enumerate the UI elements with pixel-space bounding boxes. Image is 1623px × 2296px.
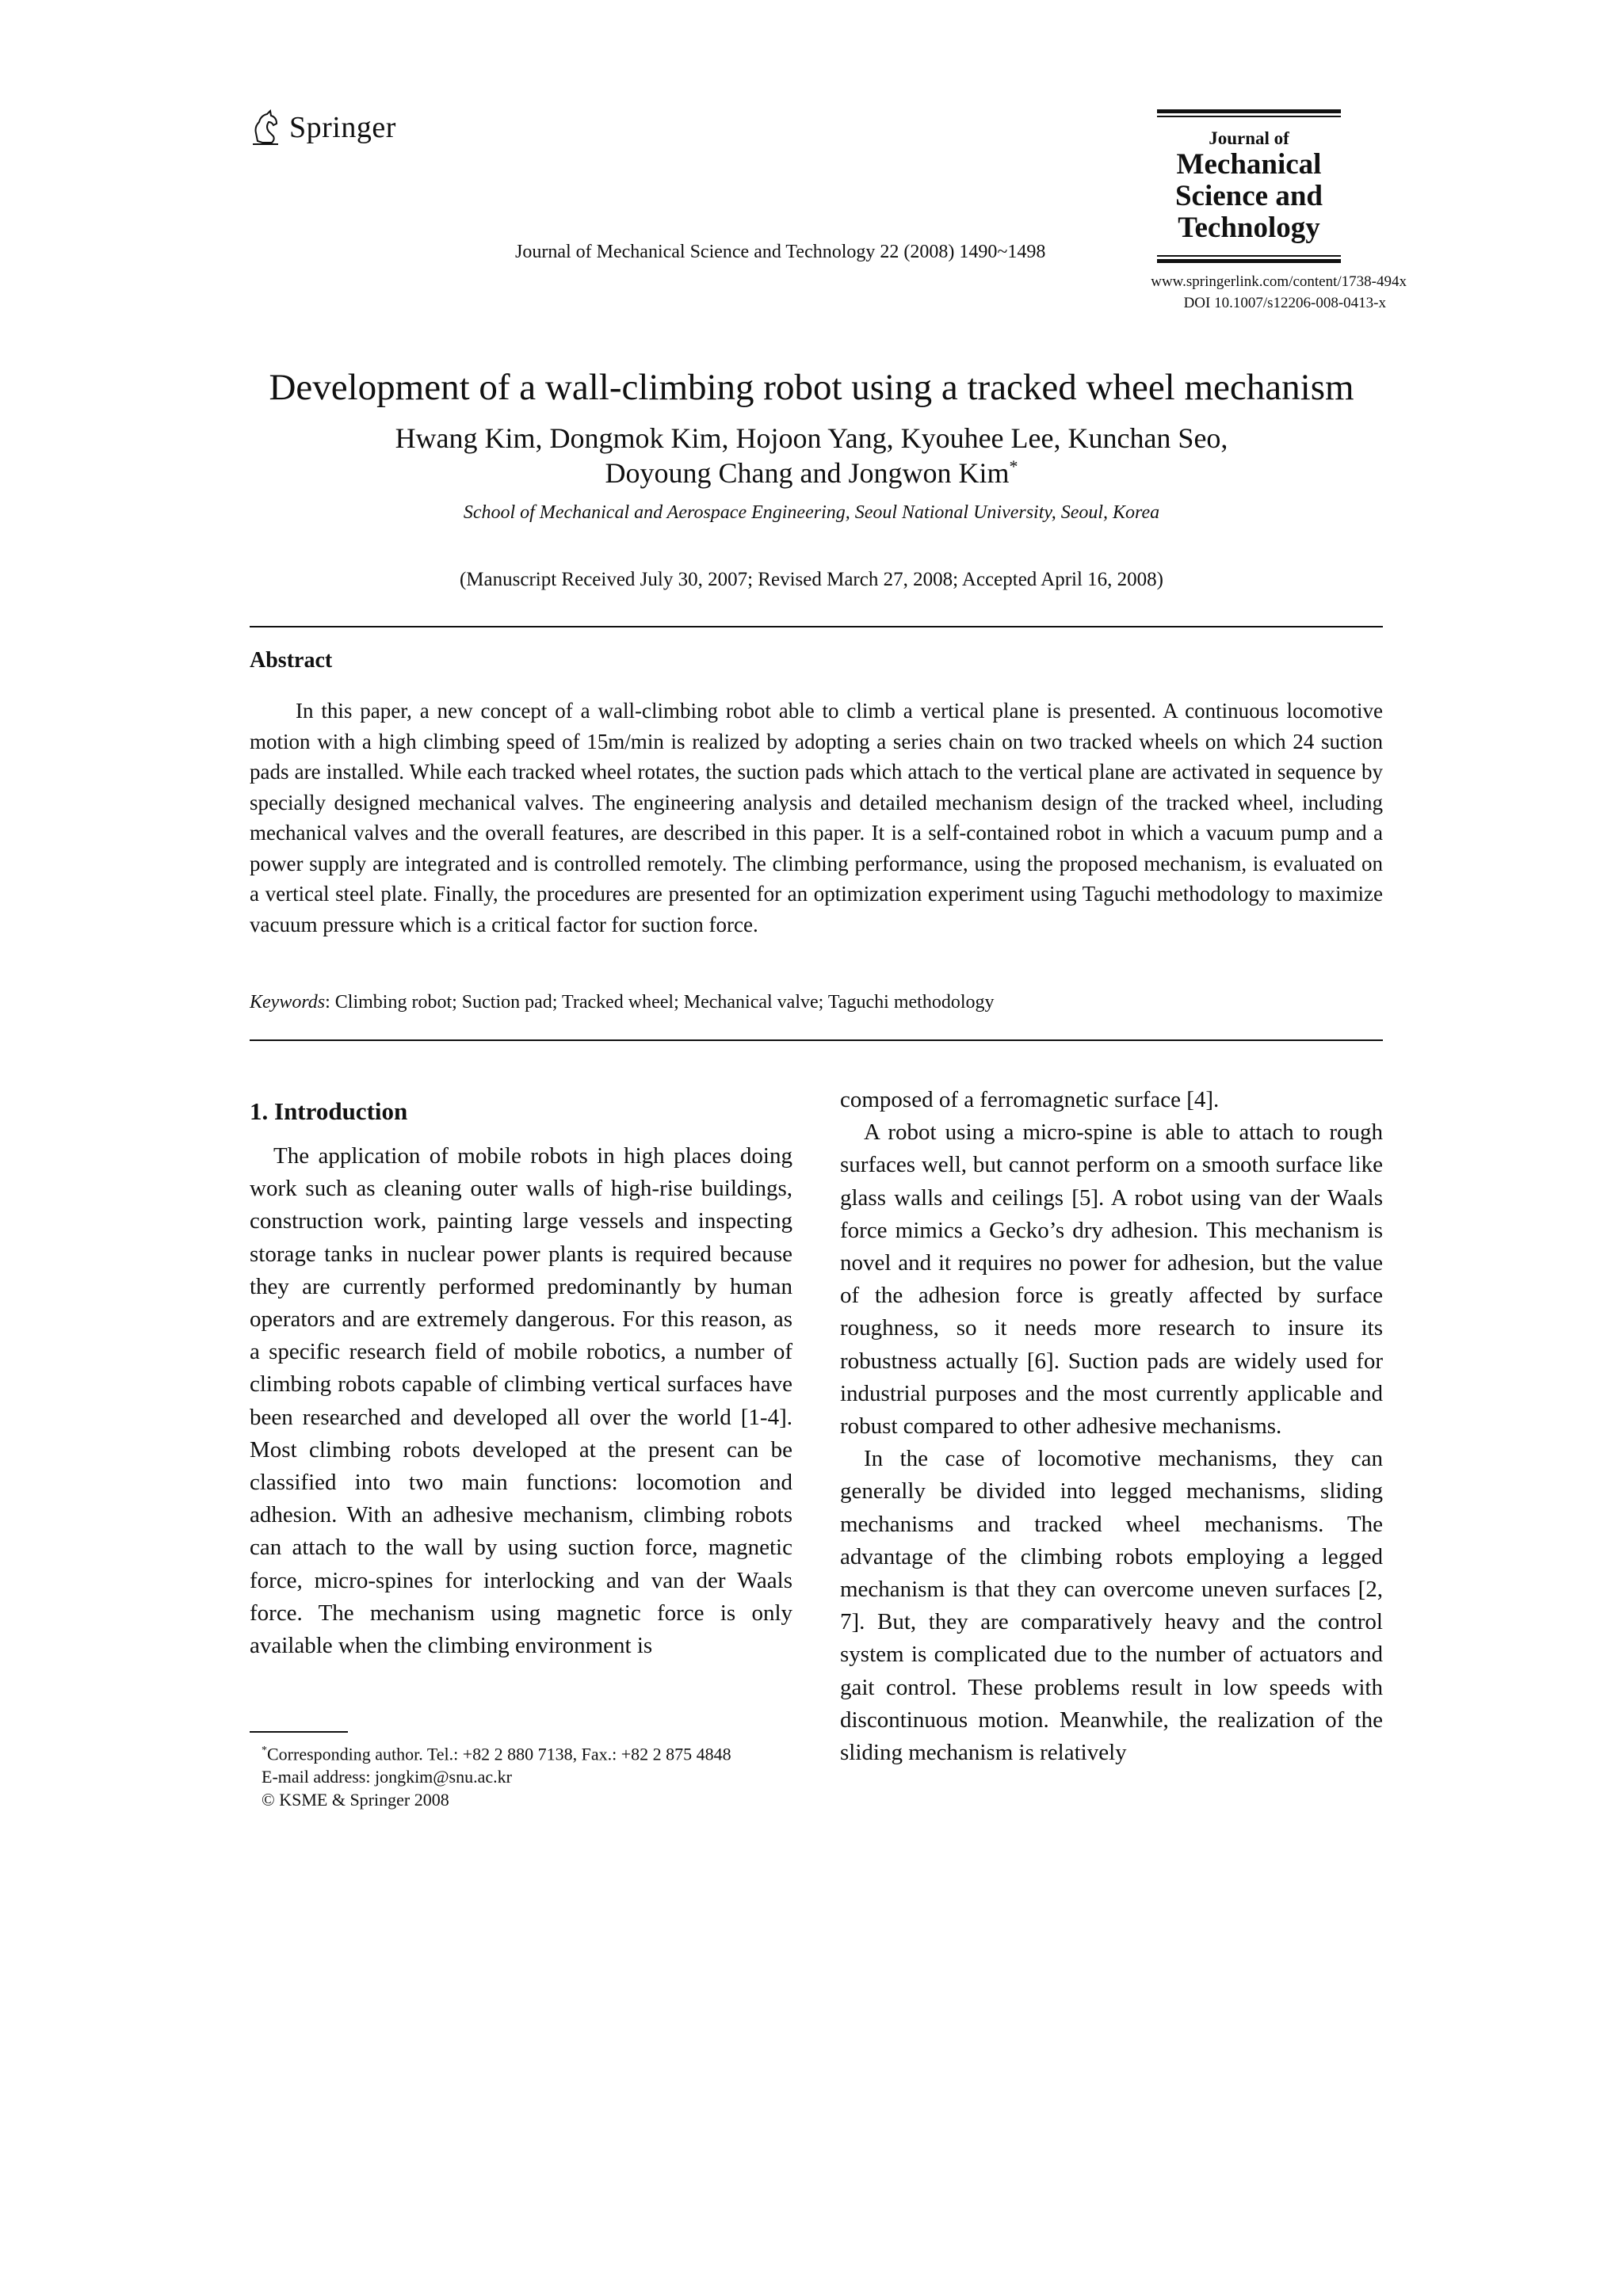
column-left [250, 1093, 792, 1662]
masthead-rule-bottom [1157, 259, 1341, 263]
footnote-line [262, 1739, 731, 1765]
publisher-name: Springer [289, 111, 396, 144]
masthead-rule-top-thin [1157, 116, 1341, 117]
authors-line-1: Hwang Kim, Dongmok Kim, Hojoon Yang, Kyouhee Lee, Kunchan Seo, [395, 422, 1228, 454]
divider-bottom [250, 1039, 1383, 1041]
masthead-title-line: Technology [1178, 212, 1320, 244]
keywords [250, 992, 995, 1013]
springer-logo [250, 109, 396, 146]
footnote-rule [250, 1731, 348, 1733]
keywords-text: : Climbing robot; Suction pad; Tracked wheel; Mechanical valve; Taguchi methodology [325, 992, 995, 1013]
doi[interactable]: DOI 10.1007/s12206-008-0413-x [1183, 295, 1386, 311]
paragraph: The application of mobile robots in high places doing work such as cleaning outer walls of high-rise buildings, construction work, painting large vessels and inspecting storage tanks in nuclear power plants is required because they are currently performed predominantly by human operators and are extremely dangerous. For this reason, as a specific research field of mobile robotics, a number of climbing robots capable of climbing vertical surfaces have been researched and developed all over the world [1-4]. Most climbing robots developed at the present can be classified into two main functions: locomotion and adhesion. With an adhesive mechanism, climbing robots can attach to the wall by using suction force, magnetic force, micro-spines for interlocking and van der Waals force. The mechanism using magnetic force is only available when the climbing environment is [250, 1143, 792, 1659]
corresponding-mark: * [1009, 456, 1018, 476]
journal-masthead [1157, 109, 1341, 263]
masthead-rule-top [1157, 109, 1341, 113]
journal-url[interactable]: www.springerlink.com/content/1738-494x [1151, 273, 1407, 290]
keywords-label: Keywords [250, 992, 326, 1013]
masthead-title-line: Science and [1174, 180, 1323, 212]
section-heading: 1. Introduction [250, 1097, 408, 1125]
column-right [840, 1084, 1383, 1769]
manuscript-dates: (Manuscript Received July 30, 2007; Revised March 27, 2008; Accepted April 16, 2008) [459, 569, 1164, 590]
footnote-mark: * [262, 1745, 267, 1756]
masthead-rule-bottom-thin [1157, 255, 1341, 257]
paper-title: Development of a wall-climbing robot using a tracked wheel mechanism [269, 367, 1354, 408]
authors-line-2-text: Doyoung Chang and Jongwon Kim [605, 457, 1010, 489]
authors-line-2 [0, 456, 1623, 490]
divider-top [250, 626, 1383, 627]
footnote-line: E-mail address: jongkim@snu.ac.kr [262, 1767, 512, 1787]
footnote-line: © KSME & Springer 2008 [262, 1790, 449, 1810]
paragraph: A robot using a micro-spine is able to attach to rough surfaces well, but cannot perform on a smooth surface like glass walls and ceilings [5]. A robot using van der Waals force mimics a Gecko’s dry adhesion. This mechanism is novel and it requires no power for adhesion, but the value of the adhesion force is greatly affected by surface roughness, so it needs more research to insure its robustness actually [6]. Suction pads are widely used for industrial purposes and the most currently applicable and robust compared to other adhesive mechanisms. [840, 1119, 1383, 1440]
paragraph-continued: composed of a ferromagnetic surface [4]. [840, 1087, 1220, 1112]
masthead-title-line: Mechanical [1176, 148, 1322, 181]
journal-citation: Journal of Mechanical Science and Technology 22 (2008) 1490~1498 [515, 242, 1046, 262]
abstract-body: In this paper, a new concept of a wall-climbing robot able to climb a vertical plane is presented. A continuous locomotive motion with a high climbing speed of 15m/min is realized by adopting a series chain on two tracked wheels on which 24 suction pads are installed. While each tracked wheel rotates, the suction pads which attach to the vertical plane are activated in sequence by specially designed mechanical valves. The engineering analysis and detailed mechanism design of the tracked wheel, including mechanical valves and the overall features, are described in this paper. It is a self-contained robot in which a vacuum pump and a power supply are integrated and is controlled remotely. The climbing performance, using the proposed mechanism, is evaluated on a vertical steel plate. Finally, the procedures are presented for an optimization experiment using Taguchi methodology to maximize vacuum pressure which is a critical factor for suction force. [250, 699, 1383, 936]
paragraph: In the case of locomotive mechanisms, they can generally be divided into legged mechanisms, sliding mechanisms and tracked wheel mechanisms. The advantage of the climbing robots employing a legged mechanism is that they can overcome uneven surfaces [2, 7]. But, they are comparatively heavy and the control system is complicated due to the number of actuators and gait control. These problems result in low speeds with discontinuous motion. Meanwhile, the realization of the sliding mechanism is relatively [840, 1446, 1383, 1766]
footnote-text: Corresponding author. Tel.: +82 2 880 7138, Fax.: +82 2 875 4848 [267, 1744, 731, 1764]
masthead-journal-of: Journal of [1209, 128, 1289, 148]
footnote [262, 1739, 731, 1811]
abstract-heading: Abstract [250, 648, 333, 673]
springer-horse-icon [250, 109, 283, 146]
affiliation: School of Mechanical and Aerospace Engineering, Seoul National University, Seoul, Korea [463, 502, 1160, 523]
